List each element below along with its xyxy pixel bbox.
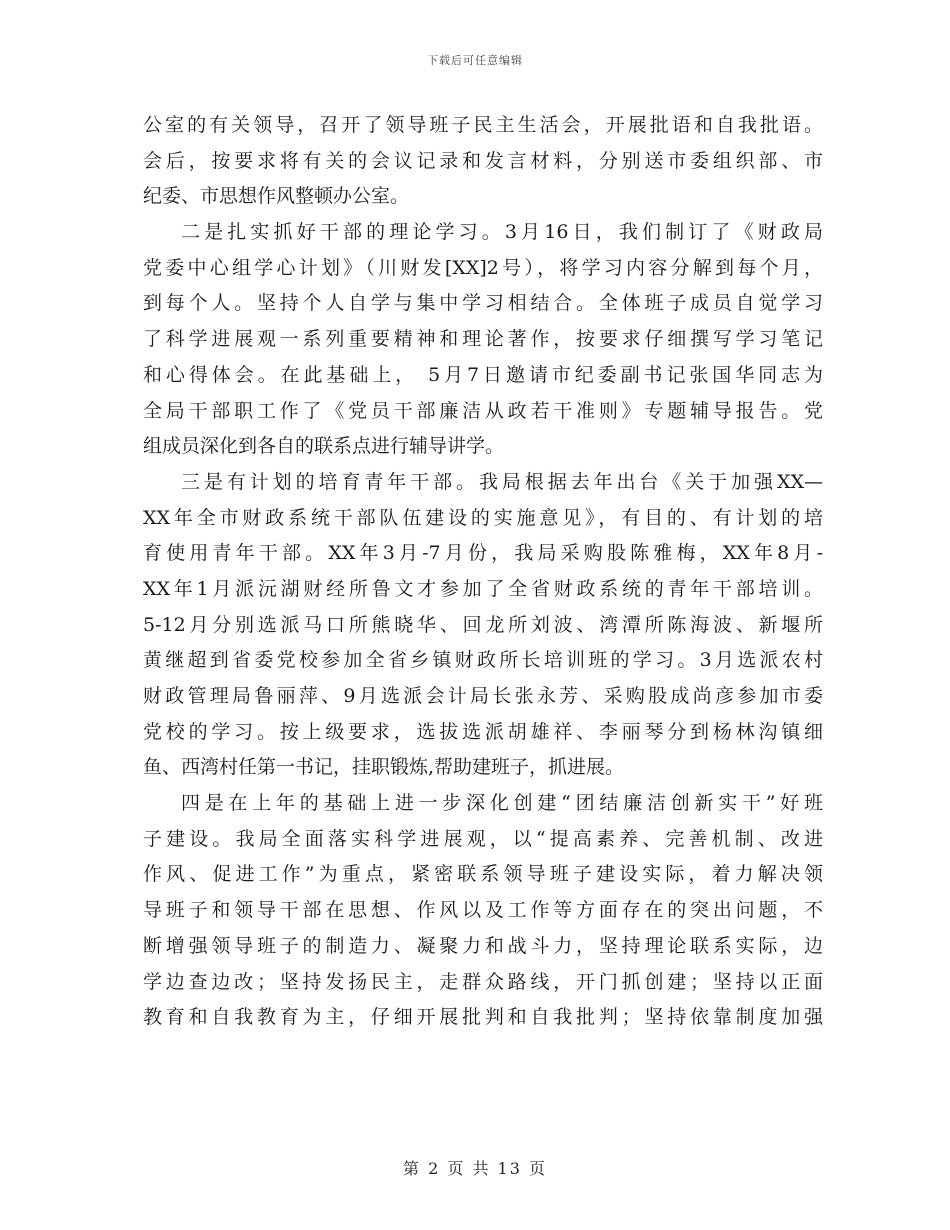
text-line: 四是在上年的基础上进一步深化创建“团结廉洁创新实干”好班: [181, 792, 823, 815]
text-line: 5-12月分别选派马口所熊晓华、回龙所刘波、湾潭所陈海波、新堰所: [143, 613, 823, 636]
text-line: 和心得体会。在此基础上， 5月7日邀请市纪委副书记张国华同志为: [143, 363, 823, 386]
text-line: XX年全市财政系统干部队伍建设的实施意见》，有目的、有计划的培: [143, 506, 823, 529]
text-line: 公室的有关领导，召开了领导班子民主生活会，开展批语和自我批语。: [143, 114, 823, 136]
text-line: 会后，按要求将有关的会议记录和发言材料，分别送市委组织部、市: [143, 149, 823, 172]
text-line: 全局干部职工作了《党员干部廉洁从政若干准则》专题辅导报告。党: [143, 399, 823, 422]
text-line: 学边查边改；坚持发扬民主，走群众路线，开门抓创建；坚持以正面: [143, 970, 823, 993]
page-footer: 第 2 页 共 13 页: [403, 1159, 547, 1178]
text-line: 财政管理局鲁丽萍、9月选派会计局长张永芳、采购股成尚彦参加市委: [143, 685, 823, 707]
text-line: 黄继超到省委党校参加全省乡镇财政所长培训班的学习。3月选派农村: [143, 649, 823, 672]
text-line: 教育和自我教育为主，仔细开展批判和自我批判；坚持依靠制度加强: [143, 1006, 823, 1029]
text-line: 了科学进展观一系列重要精神和理论著作，按要求仔细撰写学习笔记: [143, 328, 823, 351]
page-header-note: 下载后可任意编辑: [427, 54, 523, 67]
text-line: 断增强领导班子的制造力、凝聚力和战斗力，坚持理论联系实际，边: [143, 934, 823, 957]
text-line: 到每个人。坚持个人自学与集中学习相结合。全体班子成员自觉学习: [143, 292, 823, 315]
text-line: 导班子和领导干部在思想、作风以及工作等方面存在的突出问题，不: [143, 899, 823, 922]
text-line: 党校的学习。按上级要求，选拔选派胡雄祥、李丽琴分到杨林沟镇细: [143, 720, 823, 743]
paragraph: [143, 786, 823, 1036]
text-line: 育使用青年干部。XX年3月-7月份，我局采购股陈雅梅，XX年8月-: [143, 542, 823, 565]
paragraph: [143, 465, 823, 786]
text-line: 子建设。我局全面落实科学进展观，以“提高素养、完善机制、改进: [143, 827, 823, 850]
text-line: 作风、促进工作”为重点，紧密联系领导班子建设实际，着力解决领: [143, 863, 823, 886]
text-line: 二是扎实抓好干部的理论学习。3月16日，我们制订了《财政局: [181, 221, 823, 244]
text-line: 组成员深化到各自的联系点进行辅导讲学。: [143, 435, 505, 458]
text-line: 纪委、市思想作风整顿办公室。: [143, 185, 410, 208]
paragraph: [143, 108, 823, 215]
paragraph: [143, 215, 823, 465]
text-line: 党委中心组学心计划》（川财发[XX]2号），将学习内容分解到每个月，: [143, 256, 823, 279]
text-line: XX年1月派沅湖财经所鲁文才参加了全省财政系统的青年干部培训。: [143, 577, 823, 600]
text-line: 三是有计划的培育青年干部。我局根据去年出台《关于加强XX—: [181, 470, 823, 493]
document-body: [143, 108, 823, 1036]
text-line: 鱼、西湾村任第一书记，挂职锻炼,帮助建班子，抓进展。: [143, 756, 625, 779]
